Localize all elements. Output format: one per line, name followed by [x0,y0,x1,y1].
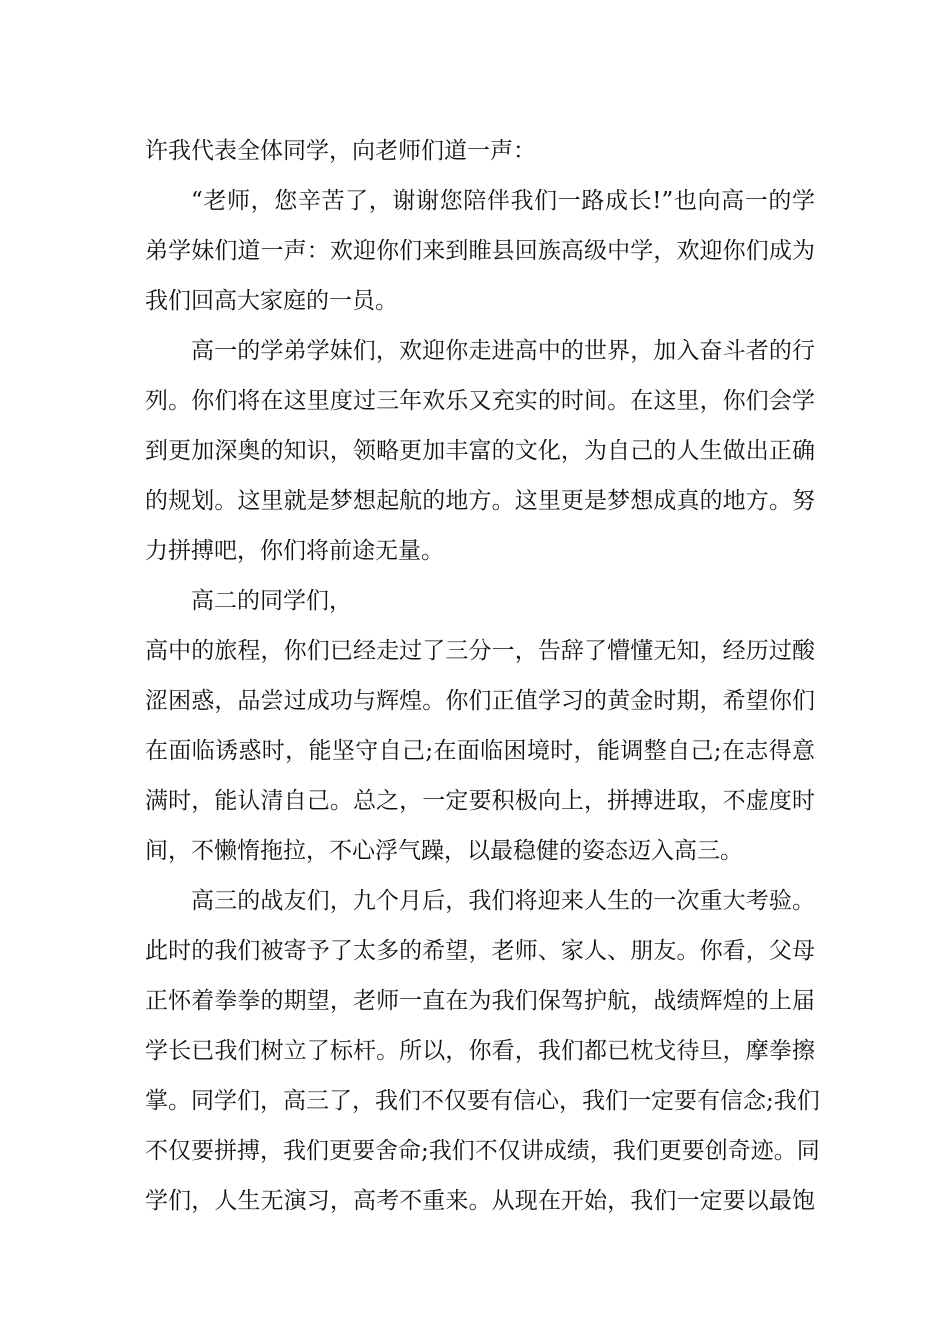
text-line-9: 力拼搏吧，你们将前途无量。 [145,538,444,564]
text-line-11: 高中的旅程，你们已经走过了三分一，告辞了懵懂无知，经历过酸 [145,638,815,664]
text-line-22: 学们，人生无演习，高考不重来。从现在开始，我们一定要以最饱 [145,1188,815,1214]
text-line-6: 列。你们将在这里度过三年欢乐又充实的时间。在这里，你们会学 [145,388,815,414]
text-line-17: 此时的我们被寄予了太多的希望，老师、家人、朋友。你看，父母 [145,938,815,964]
text-line-7: 到更加深奥的知识，领略更加丰富的文化，为自己的人生做出正确 [145,438,815,464]
text-line-14: 满时，能认清自己。总之，一定要积极向上，拼搏进取，不虚度时 [145,788,815,814]
text-line-2: “老师，您辛苦了，谢谢您陪伴我们一路成长!”也向高一的学 [191,188,815,214]
text-line-13: 在面临诱惑时，能坚守自己;在面临困境时，能调整自己;在志得意 [145,738,815,764]
text-line-16: 高三的战友们，九个月后，我们将迎来人生的一次重大考验。 [191,888,815,914]
text-line-5: 高一的学弟学妹们，欢迎你走进高中的世界，加入奋斗者的行 [191,338,815,364]
text-line-8: 的规划。这里就是梦想起航的地方。这里更是梦想成真的地方。努 [145,488,815,514]
text-line-20: 掌。同学们，高三了，我们不仅要有信心，我们一定要有信念;我们 [145,1088,820,1114]
text-line-19: 学长已我们树立了标杆。所以，你看，我们都已枕戈待旦，摩拳擦 [145,1038,815,1064]
text-line-15: 间，不懒惰拖拉，不心浮气躁，以最稳健的姿态迈入高三。 [145,838,743,864]
text-line-1: 许我代表全体同学，向老师们道一声： [145,138,536,164]
text-line-4: 我们回高大家庭的一员。 [145,288,398,314]
text-line-21: 不仅要拼搏，我们更要舍命;我们不仅讲成绩，我们更要创奇迹。同 [145,1138,820,1164]
text-line-12: 涩困惑，品尝过成功与辉煌。你们正值学习的黄金时期，希望你们 [145,688,815,714]
text-line-10: 高二的同学们， [191,588,352,614]
text-line-3: 弟学妹们道一声：欢迎你们来到睢县回族高级中学，欢迎你们成为 [145,238,815,264]
text-line-18: 正怀着拳拳的期望，老师一直在为我们保驾护航，战绩辉煌的上届 [145,988,815,1014]
